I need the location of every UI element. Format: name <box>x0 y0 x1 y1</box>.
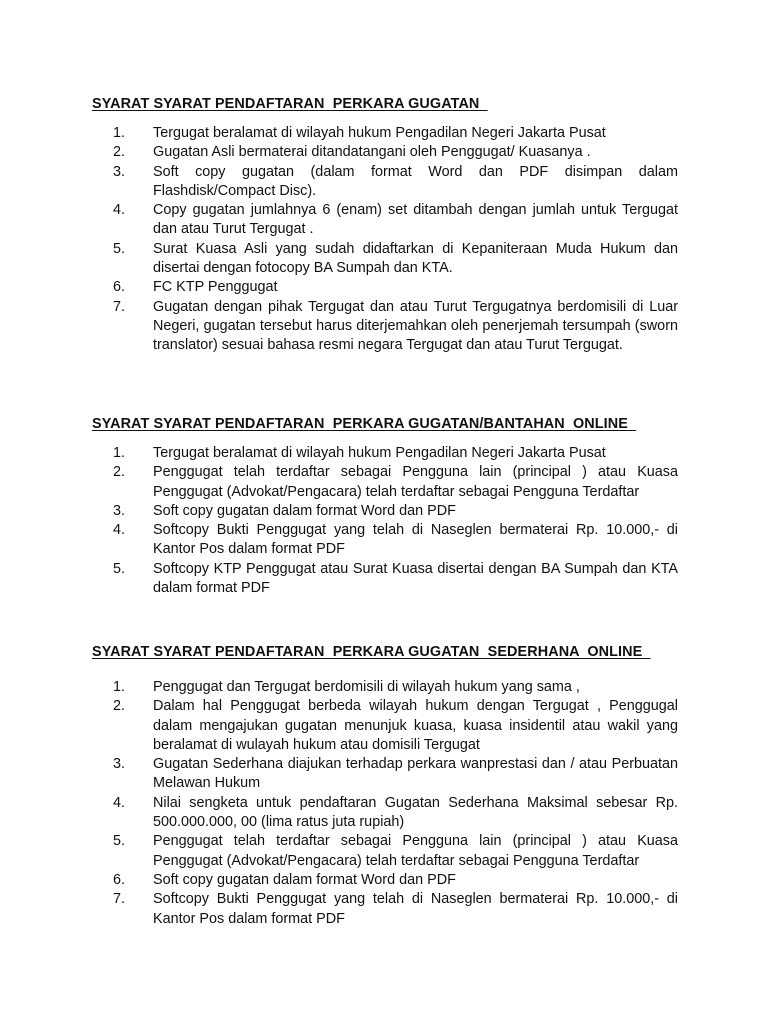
item-number: 2. <box>113 144 126 161</box>
item-number: 3. <box>113 502 126 519</box>
list-item <box>92 298 678 356</box>
section-title: SYARAT SYARAT PENDAFTARAN PERKARA GUGATAN SEDERHANA ONLINE <box>92 644 651 660</box>
item-text: Soft copy gugatan (dalam format Word dan PDF disimpan dalam Flashdisk/Compact Disc). <box>153 163 678 199</box>
list-item <box>92 755 678 794</box>
list-item <box>92 463 678 502</box>
item-text: Nilai sengketa untuk pendaftaran Gugatan Sederhana Maksimal sebesar Rp. 500.000.000, 00 (lima ratus juta rupiah) <box>153 794 678 831</box>
requirements-list <box>92 124 678 356</box>
item-number: 4. <box>113 794 126 811</box>
item-text: Softcopy Bukti Penggugat yang telah di Naseglen bermaterai Rp. 10.000,- di Kantor Pos dalam format PDF <box>153 891 678 927</box>
item-number: 6. <box>113 279 126 296</box>
section-gugatan-bantahan-online <box>92 415 678 598</box>
list-item <box>92 794 678 833</box>
item-text: Surat Kuasa Asli yang sudah didaftarkan di Kepaniteraan Muda Hukum dan disertai dengan fotocopy BA Sumpah dan KTA. <box>153 240 678 277</box>
list-item <box>92 143 678 162</box>
item-text: Penggugat telah terdaftar sebagai Pengguna lain (principal ) atau Kuasa Penggugat (Advokat/Pengacara) telah terdaftar sebagai Pengguna Terdaftar <box>153 833 678 869</box>
item-text: Gugatan Sederhana diajukan terhadap perkara wanprestasi dan / atau Perbuatan Melawan Hukum <box>153 756 678 792</box>
list-item <box>92 124 678 143</box>
item-text: Dalam hal Penggugat berbeda wilayah hukum dengan Tergugat , Penggugal dalam mengajukan gugatan menunjuk kuasa, kuasa insidentil atau wakil yang beralamat di wulayah hukum atau domisili Tergugat <box>153 698 678 753</box>
requirements-list <box>92 444 678 598</box>
item-number: 1. <box>113 679 126 695</box>
list-item <box>92 278 678 297</box>
item-text: FC KTP Penggugat <box>153 279 278 296</box>
item-number: 5. <box>113 560 126 577</box>
item-text: Penggugat telah terdaftar sebagai Pengguna lain (principal ) atau Kuasa Penggugat (Advokat/Pengacara) telah terdaftar sebagai Pengguna Terdaftar <box>153 464 678 500</box>
item-number: 5. <box>113 833 126 850</box>
item-number: 4. <box>113 202 126 219</box>
item-number: 4. <box>113 522 126 539</box>
item-text: Gugatan dengan pihak Tergugat dan atau Turut Tergugatnya berdomisili di Luar Negeri, gugatan tersebut harus diterjemahkan oleh penerjemah tersumpah (sworn translator) sesuai bahasa resmi negara Tergugat dan atau Turut Tergugat. <box>153 298 678 354</box>
item-number: 2. <box>113 464 126 481</box>
item-number: 2. <box>113 698 126 715</box>
item-text: Softcopy KTP Penggugat atau Surat Kuasa disertai dengan BA Sumpah dan KTA dalam format PDF <box>153 560 678 597</box>
item-text: Gugatan Asli bermaterai ditandatangani oleh Penggugat/ Kuasanya . <box>153 144 591 161</box>
list-item <box>92 201 678 240</box>
section-gugatan-sederhana-online <box>92 643 678 929</box>
list-item <box>92 890 678 929</box>
item-text: Tergugat beralamat di wilayah hukum Pengadilan Negeri Jakarta Pusat <box>153 125 606 141</box>
item-text: Penggugat dan Tergugat berdomisili di wilayah hukum yang sama , <box>153 679 580 695</box>
item-number: 1. <box>113 445 126 461</box>
section-title: SYARAT SYARAT PENDAFTARAN PERKARA GUGATAN/BANTAHAN ONLINE <box>92 416 637 432</box>
list-item <box>92 832 678 871</box>
section-perkara-gugatan <box>92 95 678 356</box>
item-number: 7. <box>113 298 126 315</box>
item-text: Softcopy Bukti Penggugat yang telah di Naseglen bermaterai Rp. 10.000,- di Kantor Pos dalam format PDF <box>153 522 678 558</box>
item-number: 3. <box>113 756 126 773</box>
list-item <box>92 502 678 521</box>
item-text: Soft copy gugatan dalam format Word dan PDF <box>153 871 456 888</box>
list-item <box>92 444 678 463</box>
list-item <box>92 521 678 560</box>
section-title: SYARAT SYARAT PENDAFTARAN PERKARA GUGATAN <box>92 96 488 112</box>
item-text: Tergugat beralamat di wilayah hukum Pengadilan Negeri Jakarta Pusat <box>153 445 606 461</box>
requirements-list <box>92 678 678 929</box>
list-item <box>92 678 678 697</box>
item-number: 7. <box>113 891 126 908</box>
item-number: 6. <box>113 871 126 888</box>
item-text: Soft copy gugatan dalam format Word dan PDF <box>153 502 456 519</box>
list-item <box>92 871 678 890</box>
item-number: 3. <box>113 163 126 180</box>
list-item <box>92 697 678 755</box>
item-number: 1. <box>113 125 126 141</box>
list-item <box>92 163 678 202</box>
list-item <box>92 560 678 599</box>
list-item <box>92 240 678 279</box>
item-number: 5. <box>113 240 126 257</box>
item-text: Copy gugatan jumlahnya 6 (enam) set ditambah dengan jumlah untuk Tergugat dan atau Turut Tergugat . <box>153 202 678 238</box>
